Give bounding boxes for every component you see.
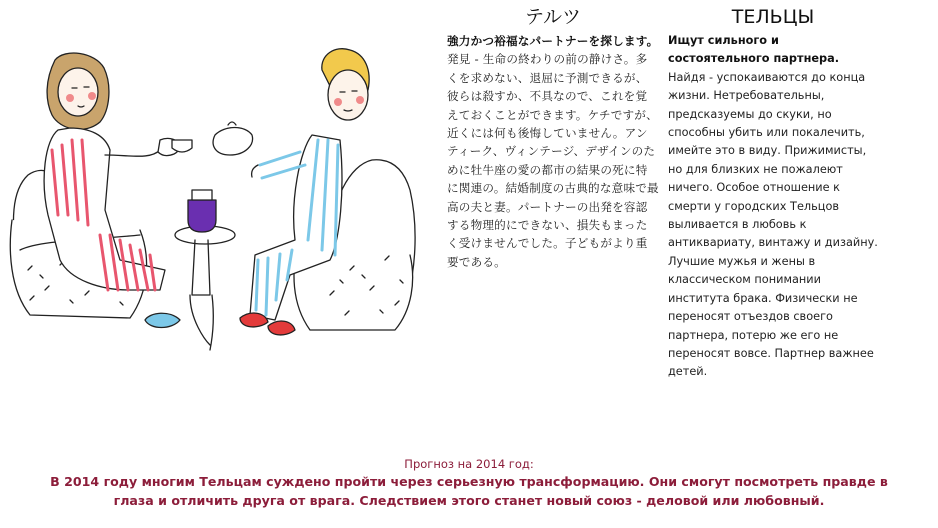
japanese-lead: 強力かつ裕福なパートナーを探します。 (447, 34, 659, 48)
russian-title: ТЕЛЬЦЫ (731, 6, 815, 28)
woman-teacup (172, 140, 192, 152)
side-table (175, 226, 235, 350)
forecast-section (0, 456, 938, 510)
forecast-text: В 2014 году многим Тельцам суждено пройти через серьезную трансформацию. Они смогут посмотреть правде в глаза и отличить друга от врага. Следствием этого станет новый союз - деловой или любовный. (50, 474, 888, 508)
russian-text (668, 32, 878, 382)
japanese-text (447, 32, 659, 271)
forecast-label: Прогноз на 2014 год: (404, 457, 534, 471)
teapot (213, 128, 252, 156)
japanese-title: テルツ (524, 6, 582, 28)
russian-lead: Ищут сильного и состоятельного партнера. (668, 34, 840, 66)
russian-body: Найдя - успокаиваются до конца жизни. Нетребовательны, предсказуемы до скуки, но способны убить или покалечить, имейте это в виду. Прижимисты, но для близких не пожалеют ничего. Особое отношение к смерти у городских Тельцов выливается в любовь к антиквариату, винтажу и дизайну. Лучшие мужья и жены в классическом понимании института брака. Физически не переносят отъездов своего партнера, потерю же его не переносят вовсе. Партнер важнее детей. (668, 70, 878, 379)
tea-party-illustration (0, 40, 440, 360)
russian-column (668, 6, 878, 382)
japanese-body: 発見 - 生命の終わりの前の静けさ。多くを求めない、退屈に予測できるが、彼らは殺すか、不具なので、これを覚えておくことができます。ケチですが、近くには何も後悔していません。アンティーク、ヴィンテージ、デザインのために牡牛座の愛の都市の結果の死に特に関連の。結婚制度の古典的な意味で最高の夫と妻。パートナーの出発を容認する物理的にできない、損失もまったく受けませんでした。子どもがより重要である。 (447, 52, 659, 269)
jam-jar (188, 190, 216, 232)
japanese-column (447, 6, 659, 271)
